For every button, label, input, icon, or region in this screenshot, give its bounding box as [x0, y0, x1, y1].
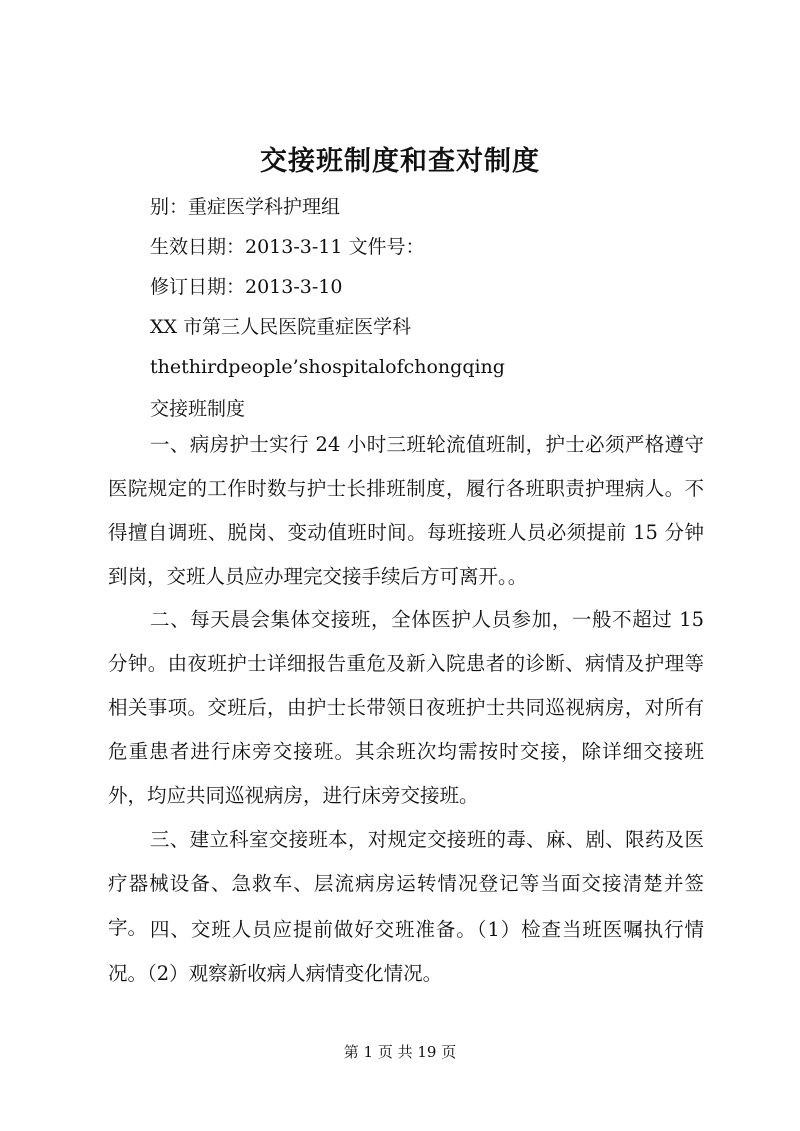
revision-date-line: 修订日期：2013-3-10	[150, 276, 343, 298]
hospital-name-line: XX 市第三人民医院重症医学科	[150, 316, 412, 338]
paragraph-4: 四、交班人员应提前做好交班准备。（1）检查当班医嘱执行情况。（2）观察新收病人病情变化情况。	[108, 918, 704, 985]
hospital-english-name-line: thethirdpeople’shospitalofchongqing	[150, 356, 505, 378]
paragraph-3: 三、建立科室交接班本，对规定交接班的毒、麻、剧、限药及医疗器械设备、急救车、层流病房运转情况登记等当面交接清楚并签字。	[108, 828, 704, 939]
section-heading: 交接班制度	[150, 398, 246, 420]
department-line: 别：重症医学科护理组	[150, 196, 341, 218]
effective-date-line: 生效日期：2013-3-11 文件号：	[150, 236, 425, 258]
paragraph-2: 二、每天晨会集体交接班，全体医护人员参加，一般不超过 15 分钟。由夜班护士详细报告重危及新入院患者的诊断、病情及护理等相关事项。交班后，由护士长带领日夜班护士共同巡视病房，对所有危重患者进行床旁交接班。其余班次均需按时交接，除详细交接班外，均应共同巡视病房，进行床旁交接班。	[108, 608, 704, 807]
page-number-footer: 第 1 页 共 19 页	[343, 1043, 457, 1061]
document-title: 交接班制度和查对制度	[260, 146, 540, 177]
paragraph-1: 一、病房护士实行 24 小时三班轮流值班制，护士必须严格遵守医院规定的工作时数与护士长排班制度，履行各班职责护理病人。不得擅自调班、脱岗、变动值班时间。每班接班人员必须提前 15 分钟到岗，交班人员应办理完交接手续后方可离开。。	[108, 433, 704, 588]
